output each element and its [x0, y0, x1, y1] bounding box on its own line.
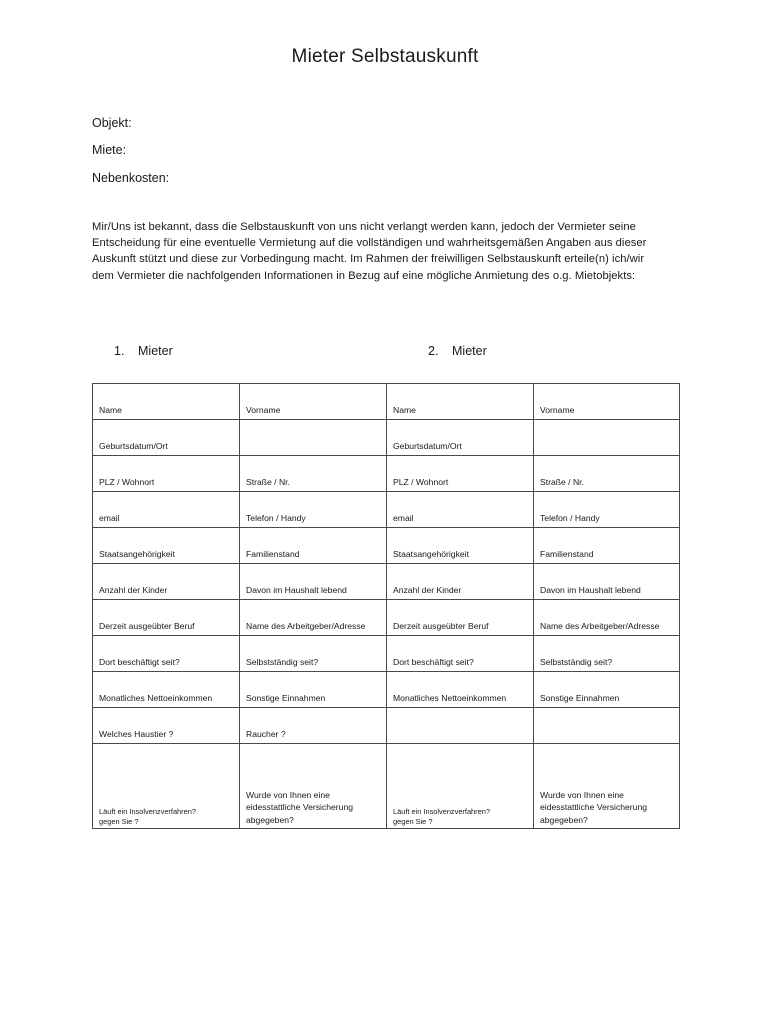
cell-line: eidesstattliche Versicherung [246, 802, 354, 813]
tenant-1-heading [114, 344, 173, 358]
intro-line: Mir/Uns ist bekannt, dass die Selbstauskunft von uns nicht verlangt werden kann, jedoch der Vermieter seine [92, 221, 636, 233]
intro-line: Entscheidung für eine eventuelle Vermietung auf die vollständigen und wahrheitsgemäßen Angaben aus dieser [92, 237, 647, 250]
table-cell[interactable]: Dort beschäftigt seit? [93, 636, 240, 672]
cell-line: abgegeben? [246, 814, 294, 825]
table-cell[interactable]: Name des Arbeitgeber/Adresse [534, 600, 680, 636]
table-cell[interactable] [534, 420, 680, 456]
table-cell[interactable]: Staatsangehörigkeit [93, 528, 240, 564]
table-row [93, 708, 680, 744]
table-cell[interactable]: Straße / Nr. [534, 456, 680, 492]
table-cell[interactable]: PLZ / Wohnort [387, 456, 534, 492]
table-row [93, 384, 680, 420]
table-cell[interactable]: Selbstständig seit? [240, 636, 387, 672]
table-cell[interactable]: Geburtsdatum/Ort [93, 420, 240, 456]
cell-line: Wurde von Ihnen eine [540, 789, 624, 800]
cell-line: Wurde von Ihnen eine [246, 789, 330, 800]
page-title: Mieter Selbstauskunft [291, 46, 479, 67]
table-cell[interactable]: email [93, 492, 240, 528]
field-objekt-label: Objekt: [92, 116, 132, 130]
insolvency-question-cell[interactable] [387, 744, 534, 829]
table-row [93, 564, 680, 600]
table-row [93, 600, 680, 636]
table-cell[interactable]: email [387, 492, 534, 528]
table-cell[interactable]: Monatliches Nettoeinkommen [93, 672, 240, 708]
intro-line: dem Vermieter die nachfolgenden Informationen in Bezug auf eine mögliche Anmietung des o.g. Mietobjekts: [92, 269, 636, 282]
table-cell[interactable]: Davon im Haushalt lebend [534, 564, 680, 600]
table-cell[interactable]: Davon im Haushalt lebend [240, 564, 387, 600]
field-nebenkosten-label: Nebenkosten: [92, 171, 170, 185]
tenant-number: 1. [114, 344, 125, 358]
tenant-2-heading [428, 344, 487, 358]
table-cell[interactable]: Vorname [534, 384, 680, 420]
table-cell[interactable]: Selbstständig seit? [534, 636, 680, 672]
cell-line: Läuft ein Insolvenzverfahren? [99, 807, 196, 817]
table-row [93, 420, 680, 456]
table-cell[interactable]: Vorname [240, 384, 387, 420]
table-row [93, 744, 680, 829]
table-cell[interactable]: Dort beschäftigt seit? [387, 636, 534, 672]
table-cell[interactable]: Anzahl der Kinder [93, 564, 240, 600]
table-cell[interactable] [240, 420, 387, 456]
table-cell[interactable]: Name [93, 384, 240, 420]
cell-line: Läuft ein Insolvenzverfahren? [393, 807, 490, 817]
table-cell[interactable]: Straße / Nr. [240, 456, 387, 492]
table-cell[interactable]: Sonstige Einnahmen [240, 672, 387, 708]
table-cell[interactable] [387, 708, 534, 744]
cell-line: abgegeben? [540, 814, 588, 825]
table-cell[interactable]: Familienstand [240, 528, 387, 564]
tenant-number: 2. [428, 344, 439, 358]
table-cell[interactable] [534, 708, 680, 744]
table-cell[interactable]: Welches Haustier ? [93, 708, 240, 744]
table-row [93, 492, 680, 528]
table-cell[interactable]: PLZ / Wohnort [93, 456, 240, 492]
table-cell[interactable]: Raucher ? [240, 708, 387, 744]
table-cell[interactable]: Telefon / Handy [534, 492, 680, 528]
affidavit-question-cell[interactable] [534, 744, 680, 829]
table-cell[interactable]: Telefon / Handy [240, 492, 387, 528]
table-cell[interactable]: Staatsangehörigkeit [387, 528, 534, 564]
table-cell[interactable]: Sonstige Einnahmen [534, 672, 680, 708]
table-cell[interactable]: Familienstand [534, 528, 680, 564]
cell-line: gegen Sie ? [393, 816, 433, 826]
tenant-info-table [92, 383, 680, 829]
table-cell[interactable]: Name [387, 384, 534, 420]
table-row [93, 672, 680, 708]
table-cell[interactable]: Monatliches Nettoeinkommen [387, 672, 534, 708]
tenant-label: Mieter [452, 344, 487, 358]
affidavit-question-cell[interactable] [240, 744, 387, 829]
cell-line: gegen Sie ? [99, 816, 139, 826]
table-cell[interactable]: Derzeit ausgeübter Beruf [387, 600, 534, 636]
table-row [93, 528, 680, 564]
table-cell[interactable]: Name des Arbeitgeber/Adresse [240, 600, 387, 636]
table-row [93, 456, 680, 492]
tenant-label: Mieter [138, 344, 173, 358]
insolvency-question-cell[interactable] [93, 744, 240, 829]
table-cell[interactable]: Anzahl der Kinder [387, 564, 534, 600]
cell-line: eidesstattliche Versicherung [540, 802, 648, 813]
table-cell[interactable]: Geburtsdatum/Ort [387, 420, 534, 456]
field-miete-label: Miete: [92, 143, 127, 157]
table-row [93, 636, 680, 672]
table-cell[interactable]: Derzeit ausgeübter Beruf [93, 600, 240, 636]
intro-line: Auskunft stützt und diese zur Vorbedingung macht. Im Rahmen der freiwilligen Selbstauskunft erteile(n) ich/wir [92, 253, 645, 266]
intro-paragraph [92, 219, 682, 284]
